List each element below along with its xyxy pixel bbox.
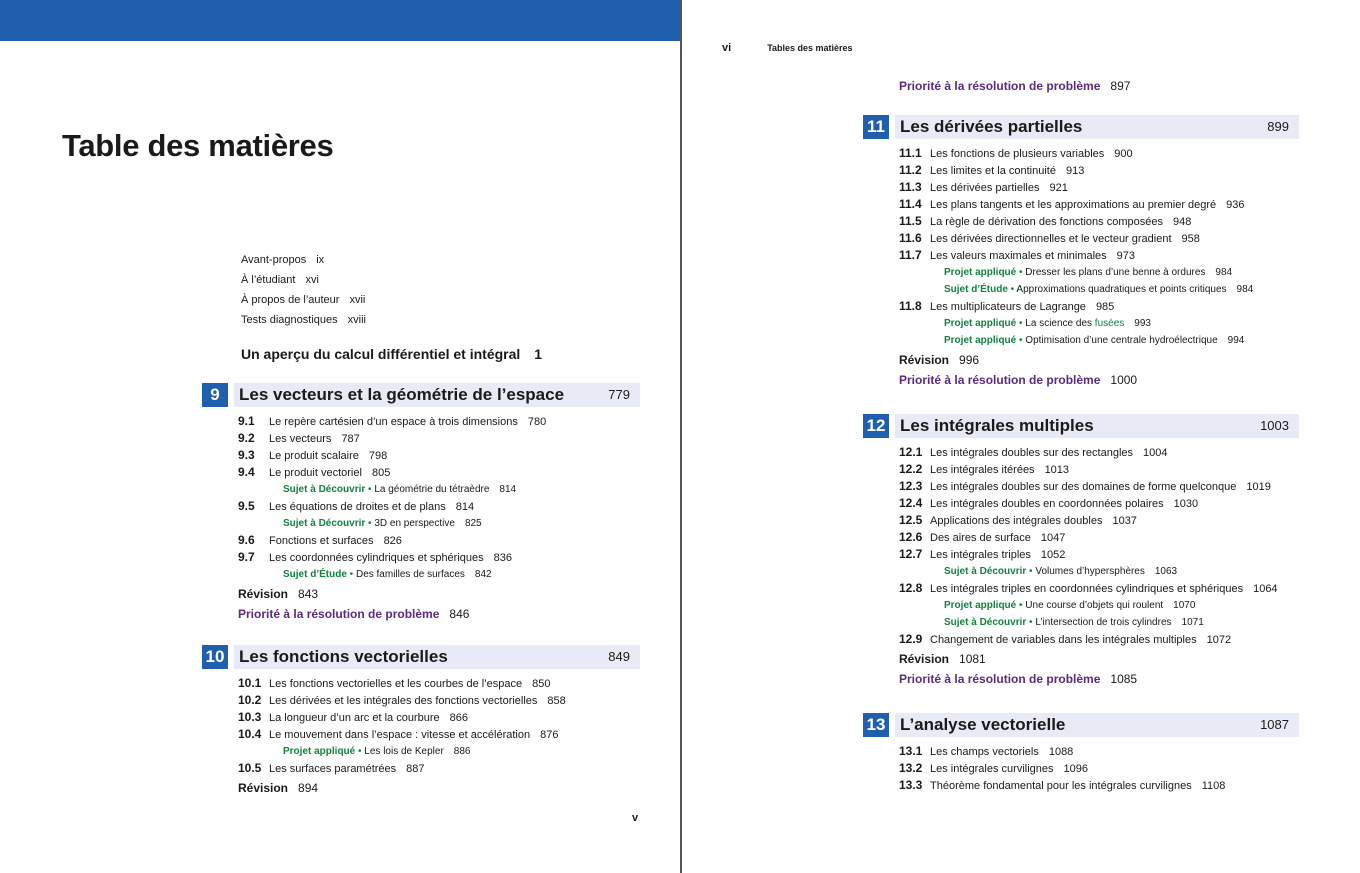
revision-label: Révision	[899, 652, 950, 666]
chapter-heading[interactable]	[863, 713, 1299, 737]
section-label: Le produit vectoriel	[269, 467, 362, 479]
priority-entry[interactable]	[899, 76, 1130, 97]
section-page: 798	[368, 450, 388, 462]
section-entry[interactable]	[899, 546, 1299, 563]
apercu-label: Un aperçu du calcul différentiel et intégral	[241, 346, 521, 362]
right-page	[682, 0, 1360, 873]
section-label: Le mouvement dans l’espace : vitesse et accélération	[269, 729, 531, 741]
section-number: 12.1	[899, 445, 923, 459]
section-number: 9.7	[238, 550, 255, 564]
project-page: 1070	[1173, 600, 1196, 611]
section-page: 787	[341, 433, 360, 445]
apercu-page: 1	[534, 346, 543, 362]
chapter-entries	[238, 413, 640, 625]
section-number: 12.7	[899, 547, 923, 561]
bullet-separator: •	[1026, 617, 1036, 628]
front-matter-label: Tests diagnostiques	[241, 314, 338, 326]
section-entry[interactable]	[899, 512, 1299, 529]
section-page: 1037	[1112, 515, 1137, 527]
section-number: 9.3	[238, 448, 255, 462]
priority-label: Priorité à la résolution de problème	[899, 79, 1101, 93]
section-page: 858	[547, 695, 566, 707]
project-label: Une course d’objets qui roulent	[1025, 600, 1164, 611]
section-entry[interactable]	[238, 726, 640, 743]
revision-entry[interactable]	[899, 649, 1299, 669]
section-entry[interactable]	[899, 777, 1299, 794]
project-page: 886	[453, 746, 471, 757]
revision-entry[interactable]	[899, 350, 1299, 370]
project-page: 1071	[1181, 617, 1204, 628]
project-page: 814	[499, 484, 517, 495]
project-label: Les lois de Kepler	[364, 746, 444, 757]
section-page: 836	[493, 552, 512, 564]
section-entry[interactable]	[238, 447, 640, 464]
project-entry[interactable]	[238, 566, 640, 583]
project-entry[interactable]	[899, 281, 1299, 298]
section-number: 11.4	[899, 197, 922, 211]
bullet-separator: •	[1007, 284, 1017, 295]
chapter-entries	[238, 675, 640, 798]
section-number: 11.5	[899, 214, 922, 228]
project-kind: Sujet d’Étude	[944, 284, 1008, 295]
section-label: Des aires de surface	[930, 532, 1031, 544]
section-number: 11.7	[899, 248, 922, 262]
chapter-number: 12	[863, 414, 889, 438]
section-entry[interactable]	[899, 631, 1299, 648]
front-matter-item[interactable]	[241, 312, 366, 332]
project-kind: Projet appliqué	[283, 746, 356, 757]
section-entry[interactable]	[899, 444, 1299, 461]
section-number: 10.5	[238, 761, 262, 775]
section-label: Les fonctions vectorielles et les courbes de l’espace	[269, 678, 523, 690]
section-label: Les fonctions de plusieurs variables	[930, 148, 1105, 160]
section-label: Fonctions et surfaces	[269, 535, 374, 547]
bullet-separator: •	[355, 746, 365, 757]
priority-label: Priorité à la résolution de problème	[899, 373, 1101, 387]
front-matter-list	[241, 252, 366, 332]
bullet-separator: •	[365, 484, 375, 495]
running-head	[722, 38, 853, 56]
section-page: 1072	[1206, 634, 1232, 646]
bullet-separator: •	[1026, 566, 1036, 577]
section-number: 12.5	[899, 513, 923, 527]
section-page: 1004	[1143, 447, 1168, 459]
section-entry[interactable]	[238, 413, 640, 430]
section-number: 13.1	[899, 744, 923, 758]
project-label: Dresser les plans d’une benne à ordures	[1025, 267, 1206, 278]
project-page: 825	[464, 518, 482, 529]
revision-page: 996	[959, 353, 980, 367]
section-number: 12.3	[899, 479, 923, 493]
project-page: 984	[1236, 284, 1254, 295]
section-entry[interactable]	[899, 196, 1299, 213]
section-entry[interactable]	[899, 230, 1299, 247]
section-label: Les intégrales curvilignes	[930, 763, 1054, 775]
section-entry[interactable]	[899, 580, 1299, 597]
section-number: 11.8	[899, 299, 922, 313]
section-label: Les dérivées et les intégrales des fonctions vectorielles	[269, 695, 538, 707]
section-label: Le repère cartésien d’un espace à trois dimensions	[269, 416, 518, 428]
section-entry[interactable]	[899, 145, 1299, 162]
section-label: Les coordonnées cylindriques et sphériques	[269, 552, 484, 564]
chapter-11	[863, 115, 1299, 391]
chapter-title: Les intégrales multiples	[900, 416, 1094, 435]
front-matter-page: xviii	[347, 314, 366, 326]
project-page: 993	[1134, 318, 1151, 329]
priority-page: 1000	[1110, 373, 1138, 387]
section-entry[interactable]	[899, 247, 1299, 264]
section-page: 1030	[1173, 498, 1199, 510]
section-label: Les équations de droites et de plans	[269, 501, 446, 513]
project-label-highlight: fusées	[1094, 318, 1125, 329]
project-entry[interactable]	[238, 481, 640, 498]
revision-label: Révision	[238, 587, 289, 601]
project-page: 994	[1227, 335, 1245, 346]
section-entry[interactable]	[899, 162, 1299, 179]
chapter-title: Les fonctions vectorielles	[239, 647, 448, 666]
section-entry[interactable]	[899, 298, 1299, 315]
bullet-separator: •	[365, 518, 375, 529]
page-title: Table des matières	[62, 128, 334, 163]
project-entry[interactable]	[899, 614, 1299, 631]
section-number: 12.6	[899, 530, 923, 544]
project-kind: Sujet à Découvrir	[283, 484, 366, 495]
priority-entry[interactable]	[899, 669, 1299, 690]
revision-label: Révision	[899, 353, 950, 367]
section-number: 9.6	[238, 533, 255, 547]
project-kind: Projet appliqué	[944, 267, 1017, 278]
project-entry[interactable]	[899, 264, 1299, 281]
project-label: L’intersection de trois cylindres	[1035, 617, 1172, 628]
chapter-number: 13	[863, 713, 889, 737]
revision-label: Révision	[238, 781, 289, 795]
project-page: 842	[474, 569, 492, 580]
chapter-number: 9	[202, 383, 228, 407]
project-entry[interactable]	[899, 563, 1299, 580]
section-number: 11.6	[899, 231, 922, 245]
section-label: Les plans tangents et les approximations au premier degré	[930, 199, 1217, 211]
section-entry[interactable]	[238, 675, 640, 692]
section-page: 921	[1049, 182, 1068, 194]
section-number: 10.1	[238, 676, 262, 690]
section-number: 11.1	[899, 146, 922, 160]
section-page: 866	[449, 712, 468, 724]
revision-entry[interactable]	[238, 778, 640, 798]
bullet-separator: •	[346, 569, 356, 580]
section-entry[interactable]	[238, 532, 640, 549]
chapter-title: L’analyse vectorielle	[900, 715, 1066, 734]
section-label: Le produit scalaire	[269, 450, 359, 462]
front-matter-item[interactable]	[241, 252, 366, 272]
project-entry[interactable]	[899, 597, 1299, 614]
section-page: 1088	[1048, 746, 1074, 758]
revision-page: 843	[298, 587, 319, 601]
chapter-9	[202, 383, 640, 625]
section-label: Les intégrales doubles sur des domaines de forme quelconque	[930, 481, 1237, 493]
revision-entry[interactable]	[238, 584, 640, 604]
section-entry[interactable]	[899, 529, 1299, 546]
section-label: Les dérivées partielles	[930, 182, 1040, 194]
section-label: Les intégrales triples en coordonnées cylindriques et sphériques	[930, 583, 1244, 595]
project-entry[interactable]	[899, 332, 1299, 349]
chapter-page: 779	[608, 387, 630, 402]
bullet-separator: •	[1016, 335, 1026, 346]
section-label: Les multiplicateurs de Lagrange	[930, 301, 1086, 313]
chapter-12	[863, 414, 1299, 690]
priority-entry[interactable]	[238, 604, 640, 625]
section-label: La règle de dérivation des fonctions composées	[930, 216, 1163, 228]
chapter-page: 899	[1267, 119, 1289, 134]
section-page: 948	[1172, 216, 1192, 228]
project-entry[interactable]	[899, 315, 1299, 332]
section-entry[interactable]	[899, 743, 1299, 760]
section-label: Les dérivées directionnelles et le vecteur gradient	[930, 233, 1172, 245]
section-entry[interactable]	[238, 549, 640, 566]
section-page: 780	[527, 416, 547, 428]
section-number: 12.4	[899, 496, 923, 510]
section-page: 805	[371, 467, 391, 479]
section-entry[interactable]	[899, 478, 1299, 495]
section-label: Les vecteurs	[269, 433, 332, 445]
section-entry[interactable]	[238, 498, 640, 515]
chapter-heading[interactable]	[202, 383, 640, 407]
section-number: 9.1	[238, 414, 255, 428]
chapter-number: 11	[863, 115, 889, 139]
priority-label: Priorité à la résolution de problème	[899, 672, 1101, 686]
section-number: 9.2	[238, 431, 255, 445]
section-page: 1108	[1201, 780, 1226, 792]
section-page: 1052	[1040, 549, 1066, 561]
chapter-page: 849	[608, 649, 630, 664]
section-entry[interactable]	[899, 179, 1299, 196]
chapter-13	[863, 713, 1299, 794]
section-entry[interactable]	[238, 430, 640, 447]
section-number: 11.3	[899, 180, 922, 194]
section-label: Applications des intégrales doubles	[930, 515, 1103, 527]
chapter-entries	[899, 145, 1299, 391]
section-label: La longueur d’un arc et la courbure	[269, 712, 440, 724]
project-kind: Projet appliqué	[944, 600, 1017, 611]
section-entry[interactable]	[899, 495, 1299, 512]
priority-page: 846	[449, 607, 470, 621]
section-number: 13.3	[899, 778, 923, 792]
priority-page: 897	[1110, 79, 1131, 93]
chapter-entries	[899, 743, 1299, 794]
project-kind: Sujet d’Étude	[283, 569, 347, 580]
chapter-page: 1087	[1260, 717, 1289, 732]
chapter-title: Les vecteurs et la géométrie de l’espace	[239, 385, 565, 404]
section-number: 12.2	[899, 462, 923, 476]
project-page: 1063	[1154, 566, 1178, 577]
section-number: 13.2	[899, 761, 923, 775]
section-page: 958	[1181, 233, 1200, 245]
project-label: La géométrie du tétraèdre	[374, 484, 490, 495]
project-kind: Sujet à Découvrir	[944, 566, 1027, 577]
section-page: 1064	[1253, 583, 1278, 595]
section-entry[interactable]	[899, 213, 1299, 230]
chapter-heading[interactable]	[863, 414, 1299, 438]
section-page: 826	[383, 535, 402, 547]
section-number: 12.8	[899, 581, 923, 595]
section-number: 11.2	[899, 163, 922, 177]
project-entry[interactable]	[238, 515, 640, 532]
chapter-entries	[899, 444, 1299, 690]
bullet-separator: •	[1016, 318, 1026, 329]
project-label: Des familles de surfaces	[355, 569, 465, 580]
chapter-heading[interactable]	[202, 645, 640, 669]
section-entry[interactable]	[899, 760, 1299, 777]
page-folio: v	[632, 812, 639, 824]
section-entry[interactable]	[238, 692, 640, 709]
section-label: Les limites et la continuité	[930, 165, 1056, 177]
section-page: 973	[1116, 250, 1136, 262]
revision-page: 894	[298, 781, 319, 795]
front-matter-item[interactable]	[241, 292, 366, 312]
section-number: 9.5	[238, 499, 255, 513]
section-page: 1096	[1063, 763, 1088, 775]
section-label: Les intégrales itérées	[930, 464, 1035, 476]
front-matter-page: ix	[316, 254, 325, 266]
priority-label: Priorité à la résolution de problème	[238, 607, 440, 621]
project-page: 984	[1215, 267, 1233, 278]
running-head-title: Tables des matières	[767, 43, 853, 53]
chapter-number: 10	[202, 645, 228, 669]
section-page: 887	[406, 763, 425, 775]
chapter-title: Les dérivées partielles	[900, 117, 1083, 136]
project-label: Optimisation d’une centrale hydroélectrique	[1025, 335, 1218, 346]
project-label: Volumes d’hypersphères	[1035, 566, 1145, 577]
front-matter-label: À l’étudiant	[241, 274, 296, 286]
front-matter-item[interactable]	[241, 272, 366, 292]
project-kind: Projet appliqué	[944, 335, 1017, 346]
priority-page: 1085	[1110, 672, 1138, 686]
project-label: 3D en perspective	[374, 518, 455, 529]
bullet-separator: •	[1016, 600, 1026, 611]
project-entry[interactable]	[238, 743, 640, 760]
top-color-bar	[0, 0, 680, 41]
section-entry[interactable]	[238, 464, 640, 481]
project-kind: Sujet à Découvrir	[944, 617, 1027, 628]
chapter-page: 1003	[1260, 418, 1289, 433]
section-number: 12.9	[899, 632, 923, 646]
front-matter-label: Avant-propos	[241, 254, 307, 266]
chapter-10	[202, 645, 640, 798]
section-page: 936	[1226, 199, 1245, 211]
section-page: 913	[1065, 165, 1085, 177]
section-number: 10.2	[238, 693, 262, 707]
section-label: Les intégrales doubles sur des rectangles	[930, 447, 1134, 459]
project-kind: Projet appliqué	[944, 318, 1017, 329]
section-page: 1019	[1246, 481, 1271, 493]
section-page: 850	[532, 678, 551, 690]
section-label: Théorème fondamental pour les intégrales curvilignes	[930, 780, 1192, 792]
section-page: 1047	[1040, 532, 1066, 544]
bullet-separator: •	[1016, 267, 1026, 278]
chapter-heading[interactable]	[863, 115, 1299, 139]
section-entry[interactable]	[238, 760, 640, 777]
revision-page: 1081	[959, 652, 986, 666]
section-number: 10.4	[238, 727, 262, 741]
project-label: Approximations quadratiques et points critiques	[1016, 284, 1227, 295]
section-entry[interactable]	[899, 461, 1299, 478]
section-number: 10.3	[238, 710, 262, 724]
section-label: Les intégrales triples	[930, 549, 1031, 561]
section-page: 900	[1114, 148, 1133, 160]
section-page: 814	[455, 501, 475, 513]
section-number: 9.4	[238, 465, 255, 479]
section-page: 876	[540, 729, 559, 741]
apercu-entry[interactable]	[241, 346, 542, 362]
section-label: Les surfaces paramétrées	[269, 763, 397, 775]
section-page: 1013	[1044, 464, 1070, 476]
section-page: 985	[1095, 301, 1115, 313]
front-matter-page: xvi	[305, 274, 319, 286]
section-label: Changement de variables dans les intégrales multiples	[930, 634, 1197, 646]
section-label: Les valeurs maximales et minimales	[930, 250, 1107, 262]
section-entry[interactable]	[238, 709, 640, 726]
front-matter-page: xvii	[349, 294, 366, 306]
project-label: La science des	[1025, 318, 1093, 329]
page-folio: vi	[722, 42, 732, 54]
front-matter-label: À propos de l’auteur	[241, 294, 340, 306]
section-label: Les champs vectoriels	[930, 746, 1039, 758]
section-label: Les intégrales doubles en coordonnées polaires	[930, 498, 1164, 510]
project-kind: Sujet à Découvrir	[283, 518, 366, 529]
priority-entry[interactable]	[899, 370, 1299, 391]
